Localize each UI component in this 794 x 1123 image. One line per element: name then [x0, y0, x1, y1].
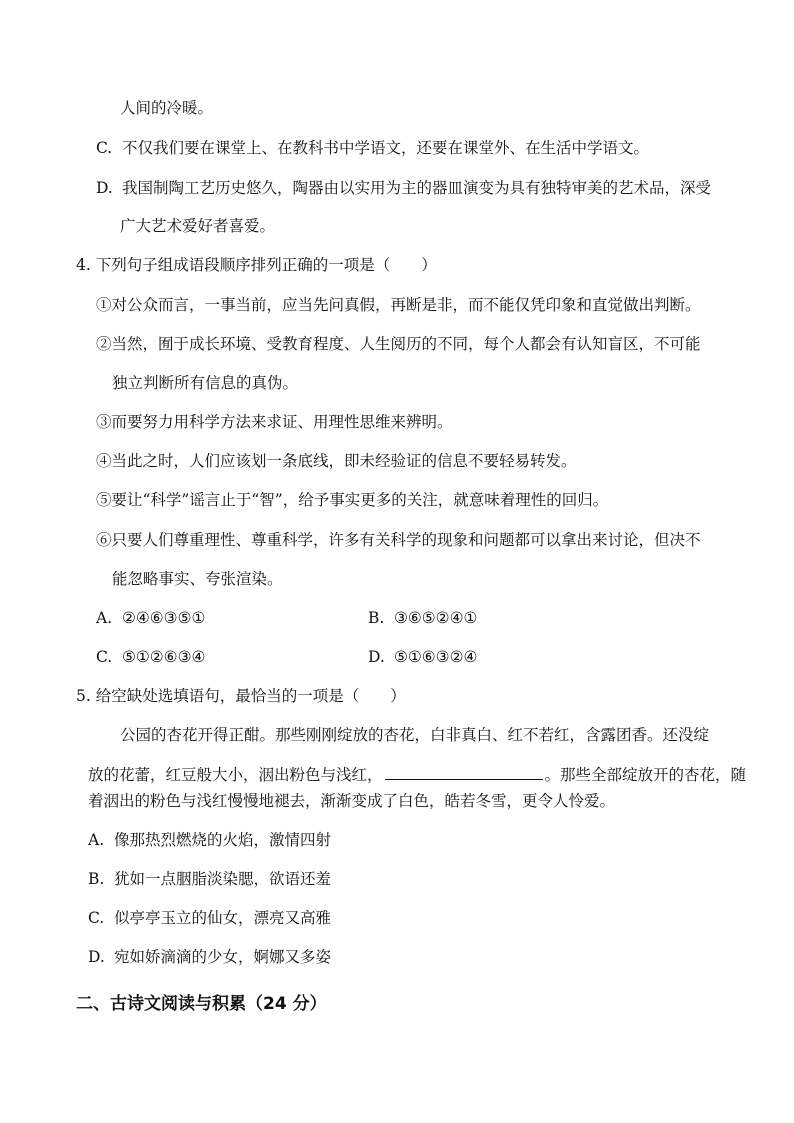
q5-option-c-text: 似亭亭玉立的仙女，漂亮又高雅: [114, 909, 332, 927]
q3-option-d-label: D.: [96, 179, 113, 197]
q4-sentence-1: ①对公众而言，一事当前，应当先问真假，再断是非，而不能仅凭印象和直觉做出判断。: [96, 296, 701, 314]
q3-option-c-text: 不仅我们要在课堂上、在教科书中学语文，还要在课堂外、在生活中学语文。: [122, 139, 650, 157]
q5-option-c-label: C.: [88, 909, 105, 927]
q4-sentence-4: ④当此之时，人们应该划一条底线，即未经验证的信息不要轻易转发。: [96, 452, 577, 470]
q3-option-d-continuation: 广大艺术爱好者喜爱。: [120, 217, 276, 235]
q3-option-c: [96, 137, 649, 159]
q3-option-c-label: C.: [96, 139, 113, 157]
q5-option-d-label: D.: [88, 948, 105, 966]
q5-option-a-text: 像那热烈燃烧的火焰，激情四射: [114, 831, 332, 849]
q4-option-a[interactable]: [96, 607, 205, 629]
q5-passage-line-1: 公园的杏花开得正酣。那些刚刚绽放的杏花，白非真白、红不若红，含露团香。还没绽: [120, 726, 710, 744]
q5-passage-line-2-end: 。那些全部绽放开的杏花，随: [544, 766, 747, 784]
q4-option-b-label: B.: [368, 609, 385, 627]
q4-option-b[interactable]: [368, 607, 477, 629]
q4-option-d-text: ⑤①⑥③②④: [394, 648, 478, 666]
q5-option-b-text: 犹如一点胭脂淡染腮，欲语还羞: [114, 870, 332, 888]
q3-option-b-continuation: 人间的冷暖。: [120, 99, 214, 117]
q5-option-b-label: B.: [88, 870, 105, 888]
q4-option-b-text: ③⑥⑤②④①: [394, 609, 478, 627]
q4-option-c[interactable]: [96, 646, 205, 668]
q4-option-a-text: ②④⑥③⑤①: [122, 609, 206, 627]
q5-option-a-label: A.: [88, 831, 105, 849]
q5-option-d[interactable]: [88, 946, 331, 968]
q4-sentence-2-continuation: 独立判断所有信息的真伪。: [112, 374, 299, 392]
q4-sentence-2: ②当然，囿于成长环境、受教育程度、人生阅历的不同，每个人都会有认知盲区，不可能: [96, 335, 701, 353]
q3-option-d-text: 我国制陶工艺历史悠久，陶器由以实用为主的器皿演变为具有独特审美的艺术品，深受: [122, 179, 712, 197]
q4-sentence-5: ⑤要让“科学”谣言止于“智”，给予事实更多的关注，就意味着理性的回归。: [96, 491, 609, 509]
q4-option-a-label: A.: [96, 609, 113, 627]
q3-option-d: [96, 177, 711, 199]
q5-option-b[interactable]: [88, 868, 331, 890]
q5-option-a[interactable]: [88, 829, 331, 851]
q4-option-c-text: ⑤①②⑥③④: [122, 648, 206, 666]
q5-option-d-text: 宛如娇滴滴的少女，婀娜又多姿: [114, 948, 332, 966]
q5-option-c[interactable]: [88, 907, 331, 929]
q5-passage-line-3: 着洇出的粉色与浅红慢慢地褪去，渐渐变成了白色，皓若冬雪，更令人怜爱。: [88, 792, 616, 810]
section-2-heading: 二、古诗文阅读与积累（24 分）: [76, 994, 327, 1014]
q5-stem: 5. 给空缺处选填语句，最恰当的一项是（ ）: [76, 687, 406, 705]
q4-option-d[interactable]: [368, 646, 477, 668]
q5-passage-line-2: [88, 764, 746, 786]
q4-stem: 4. 下列句子组成语段顺序排列正确的一项是（ ）: [76, 256, 437, 274]
q4-sentence-6: ⑥只要人们尊重理性、尊重科学，许多有关科学的现象和问题都可以拿出来讨论，但决不: [96, 531, 701, 549]
q5-answer-blank: [385, 765, 543, 780]
q4-sentence-6-continuation: 能忽略事实、夸张渲染。: [112, 570, 283, 588]
q4-option-c-label: C.: [96, 648, 113, 666]
q4-sentence-3: ③而要努力用科学方法来求证、用理性思维来辨明。: [96, 413, 453, 431]
q4-option-d-label: D.: [368, 648, 385, 666]
q5-passage-line-2-start: 放的花蕾，红豆般大小，洇出粉色与浅红，: [88, 766, 383, 784]
